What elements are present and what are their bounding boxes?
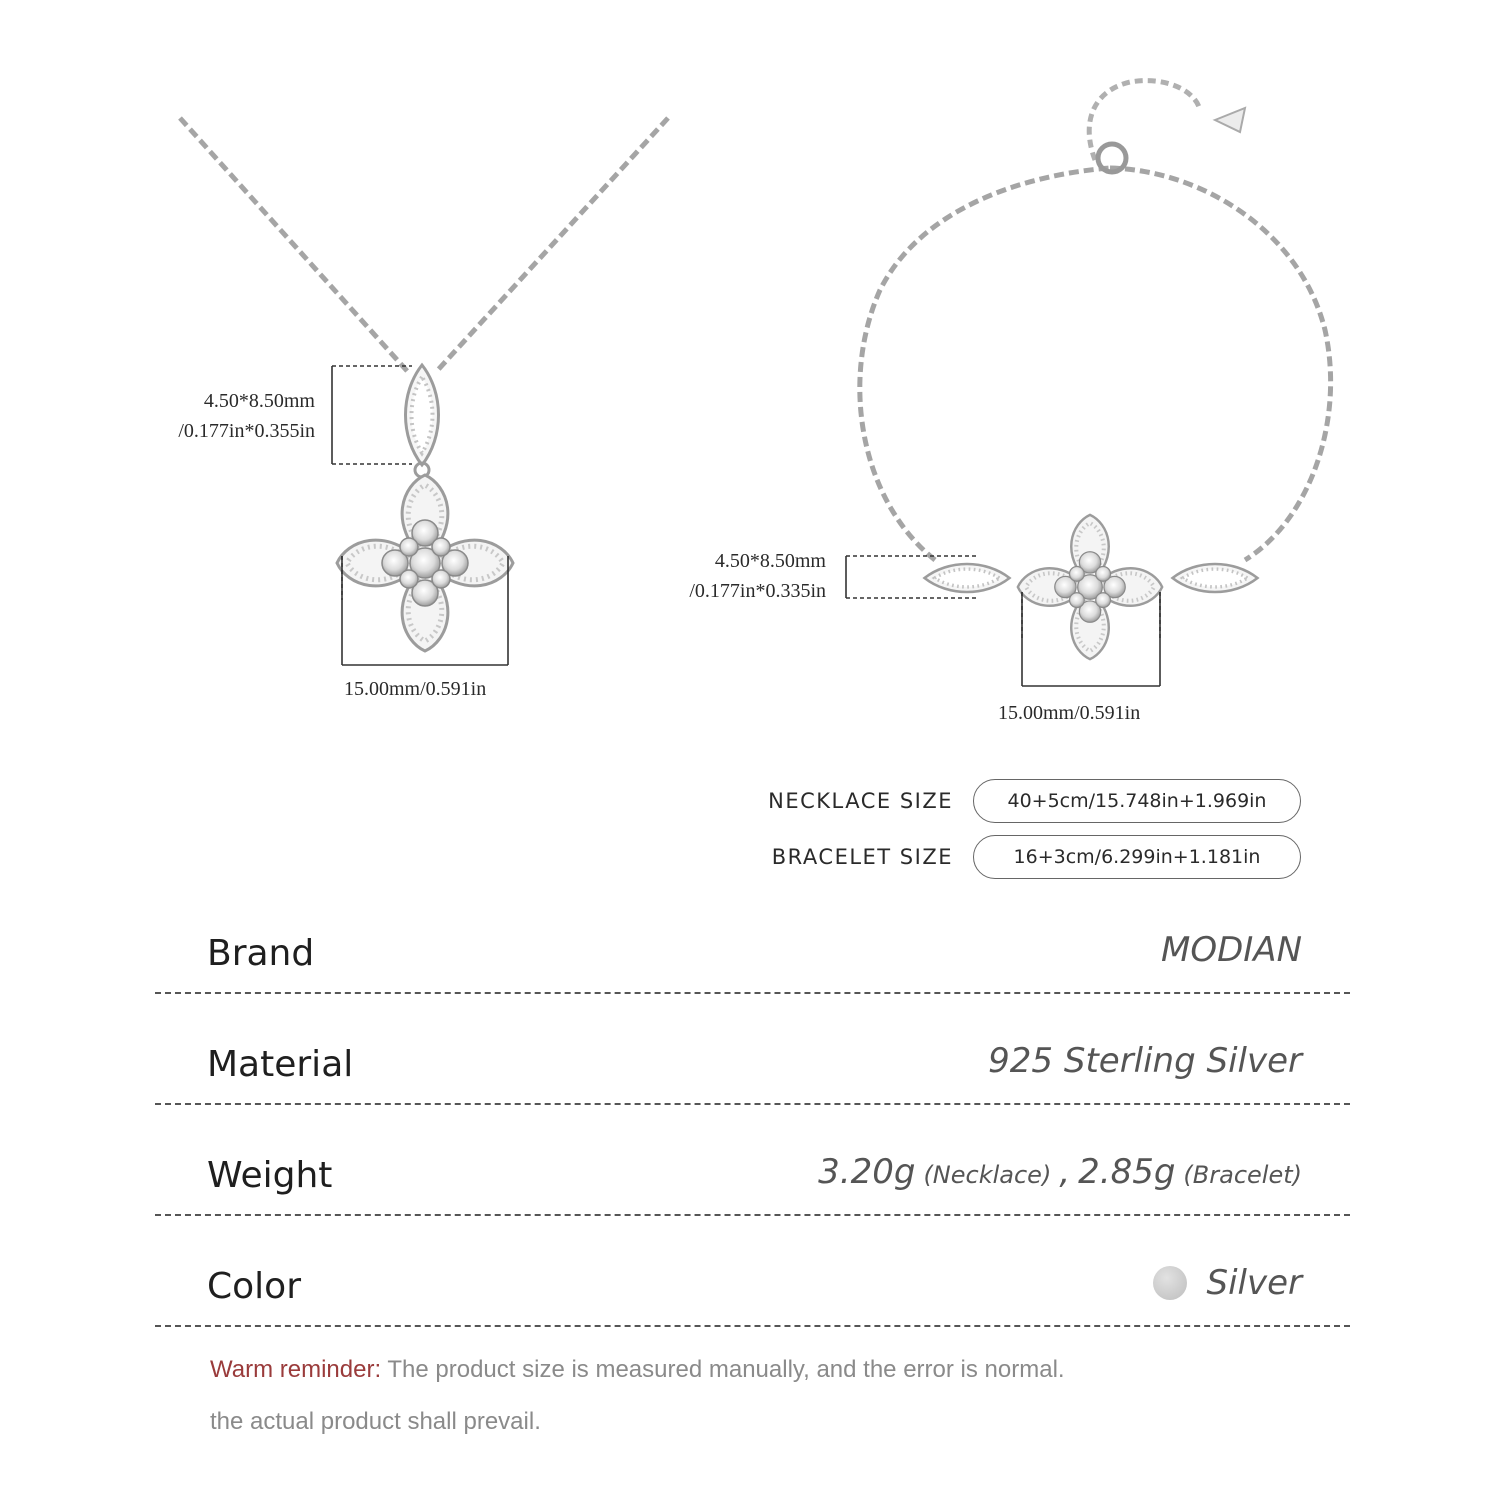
brand-label: Brand bbox=[207, 933, 315, 974]
bracelet-link-dimension bbox=[620, 546, 826, 606]
necklace-size-label: NECKLACE SIZE bbox=[768, 789, 953, 813]
bracelet-size-row bbox=[733, 835, 1301, 879]
color-value bbox=[1153, 1263, 1303, 1303]
necklace-weight: 3.20g bbox=[818, 1152, 916, 1192]
necklace-weight-note: (Necklace) bbox=[923, 1161, 1052, 1189]
weight-label: Weight bbox=[207, 1155, 333, 1196]
necklace-pendant-width: 15.00mm/0.591in bbox=[344, 678, 487, 700]
material-label: Material bbox=[207, 1044, 354, 1085]
necklace-clover-pendant bbox=[337, 475, 513, 651]
material-value: 925 Sterling Silver bbox=[988, 1041, 1302, 1081]
weight-value bbox=[818, 1152, 1302, 1192]
necklace-size-value: 40+5cm/15.748in+1.969in bbox=[973, 779, 1301, 823]
bracelet-size-label: BRACELET SIZE bbox=[771, 845, 953, 869]
spec-row-weight bbox=[155, 1106, 1350, 1216]
bracelet-weight: 2.85g bbox=[1078, 1152, 1176, 1192]
brand-value: MODIAN bbox=[1161, 930, 1302, 970]
necklace-bail-dimension bbox=[110, 386, 315, 446]
reminder-text-1: The product size is measured manually, and the error is normal. bbox=[387, 1356, 1065, 1383]
bracelet-link-left bbox=[925, 564, 1010, 592]
necklace-bail bbox=[406, 365, 439, 465]
necklace-bail-dimension-mm: 4.50*8.50mm bbox=[203, 390, 315, 412]
reminder-line-2: the actual product shall prevail. bbox=[210, 1408, 541, 1435]
spec-row-color bbox=[155, 1217, 1350, 1327]
bracelet-clover-width: 15.00mm/0.591in bbox=[998, 702, 1141, 724]
silver-swatch-icon bbox=[1153, 1266, 1187, 1300]
reminder-prefix: Warm reminder: bbox=[210, 1356, 382, 1383]
reminder-line-1 bbox=[210, 1356, 1065, 1384]
bracelet-link-right bbox=[1173, 564, 1258, 592]
bracelet-link-dimension-mm: 4.50*8.50mm bbox=[714, 550, 826, 572]
necklace-size-row bbox=[733, 779, 1301, 823]
bracelet-link-dimension-in: /0.177in*0.335in bbox=[689, 580, 826, 602]
weight-separator: , bbox=[1059, 1152, 1071, 1192]
color-name: Silver bbox=[1206, 1263, 1302, 1303]
bracelet-size-value: 16+3cm/6.299in+1.181in bbox=[973, 835, 1301, 879]
color-label: Color bbox=[207, 1266, 301, 1307]
bracelet-weight-note: (Bracelet) bbox=[1183, 1161, 1302, 1189]
tag-charm bbox=[1215, 108, 1245, 132]
spec-row-material bbox=[155, 995, 1350, 1105]
necklace-bail-dimension-in: /0.177in*0.355in bbox=[178, 420, 315, 442]
bracelet-clover bbox=[1018, 515, 1162, 659]
necklace-chain bbox=[180, 118, 668, 372]
bracelet-chain bbox=[860, 81, 1331, 560]
spec-row-brand bbox=[155, 884, 1350, 994]
